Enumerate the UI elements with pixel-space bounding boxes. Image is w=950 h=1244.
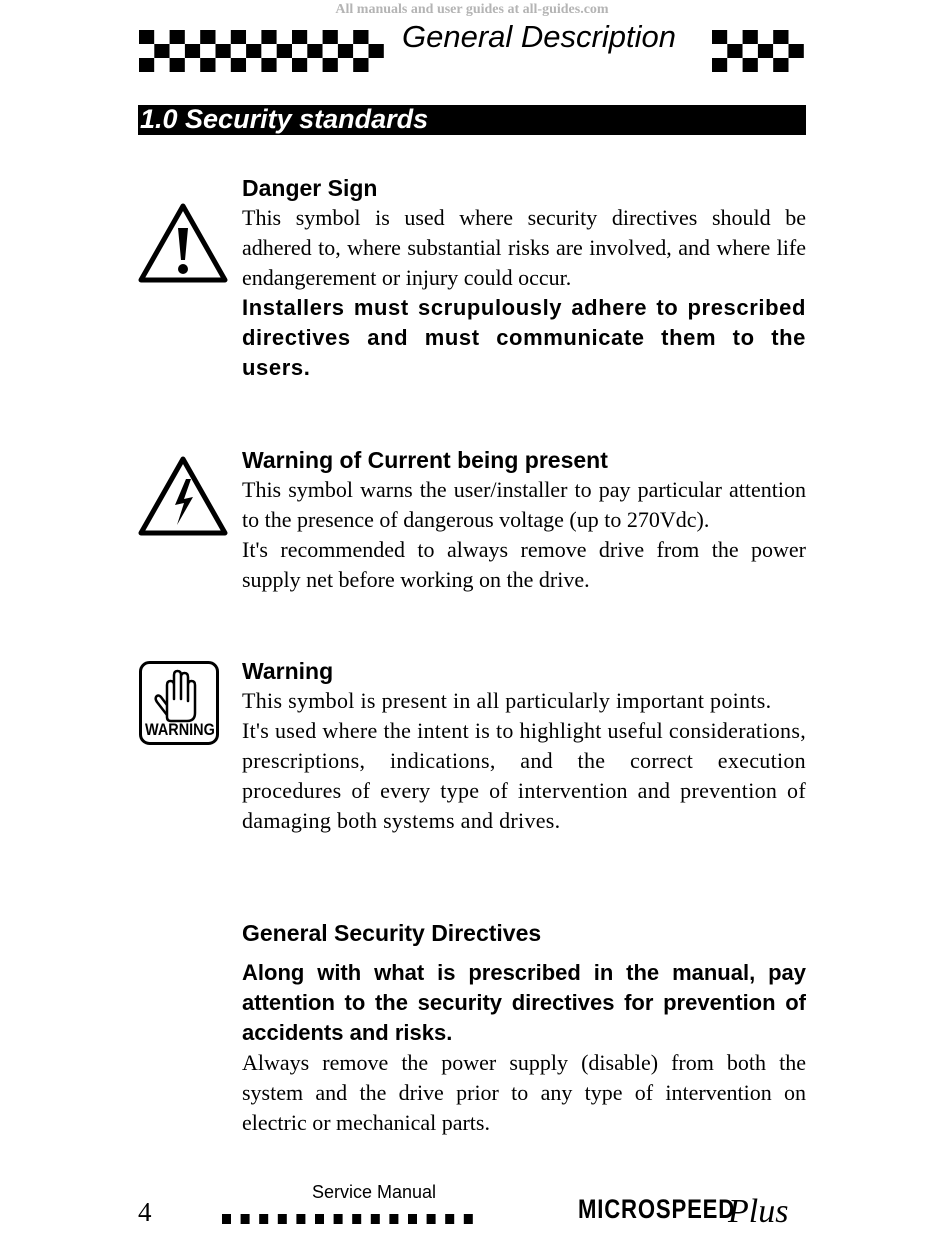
checker-square bbox=[277, 44, 292, 58]
footer-dot bbox=[389, 1214, 398, 1224]
checker-square bbox=[261, 58, 276, 72]
warning-heading: Warning bbox=[242, 658, 334, 684]
checker-square bbox=[185, 44, 200, 58]
plus-logo: Plus bbox=[728, 1193, 789, 1230]
footer-dot bbox=[241, 1214, 250, 1224]
microspeed-logo: MICROSPEED bbox=[578, 1194, 736, 1224]
checker-square bbox=[743, 44, 758, 58]
checker-square bbox=[277, 58, 292, 72]
service-manual-label: Service Manual bbox=[312, 1182, 437, 1202]
checker-square bbox=[743, 58, 758, 72]
warning-text-2: It's used where the intent is to highlight useful considerations, prescriptions, indications, and the correct execution procedures of every type of intervention and prevention of damaging both systems and drives. bbox=[242, 718, 806, 833]
checker-square bbox=[216, 44, 231, 58]
checker-square bbox=[216, 30, 231, 44]
danger-bold-text: Installers must scrupulously adhere to prescribed directives and must communicate them to the users. bbox=[242, 295, 806, 380]
section-title-bar bbox=[138, 105, 806, 135]
warning-text-1: This symbol is present in all particularly important points. bbox=[242, 688, 772, 713]
checker-square bbox=[338, 58, 353, 72]
checker-square bbox=[307, 58, 322, 72]
checker-square bbox=[727, 30, 742, 44]
checker-square bbox=[712, 44, 727, 58]
checker-square bbox=[369, 44, 384, 58]
checker-square bbox=[261, 44, 276, 58]
footer-dot bbox=[296, 1214, 305, 1224]
general-block bbox=[242, 918, 806, 1138]
checker-square bbox=[789, 30, 804, 44]
checker-square bbox=[261, 30, 276, 44]
general-text: Always remove the power supply (disable) from both the system and the drive prior to any type of intervention on electric or mechanical parts. bbox=[242, 1050, 806, 1135]
checker-square bbox=[307, 44, 322, 58]
checker-square bbox=[789, 58, 804, 72]
high-voltage-icon bbox=[137, 453, 229, 537]
checker-square bbox=[185, 58, 200, 72]
checker-square bbox=[170, 58, 185, 72]
footer-dot bbox=[259, 1214, 268, 1224]
checker-square bbox=[773, 58, 788, 72]
general-bold-text: Along with what is prescribed in the manual, pay attention to the security directives for prevention of accidents and risks. bbox=[242, 960, 806, 1045]
warning-block bbox=[242, 656, 806, 836]
checker-square bbox=[231, 44, 246, 58]
footer-dot bbox=[445, 1214, 454, 1224]
checker-square bbox=[200, 30, 215, 44]
footer-dot bbox=[334, 1214, 343, 1224]
checker-square bbox=[231, 30, 246, 44]
checker-square bbox=[200, 58, 215, 72]
danger-block bbox=[242, 173, 806, 383]
page-header-title: General Description bbox=[402, 19, 676, 54]
footer-dot-row bbox=[222, 1213, 484, 1225]
checker-square bbox=[292, 58, 307, 72]
checker-square bbox=[154, 30, 169, 44]
checker-square bbox=[231, 58, 246, 72]
footer-dot bbox=[427, 1214, 436, 1224]
checker-square bbox=[323, 58, 338, 72]
checker-square bbox=[369, 58, 384, 72]
footer-dot bbox=[315, 1214, 324, 1224]
footer-dot bbox=[371, 1214, 380, 1224]
checker-square bbox=[353, 58, 368, 72]
checker-square bbox=[353, 44, 368, 58]
checker-square bbox=[307, 30, 322, 44]
checker-square bbox=[323, 30, 338, 44]
checker-square bbox=[139, 58, 154, 72]
checker-square bbox=[139, 44, 154, 58]
checker-square bbox=[758, 58, 773, 72]
checker-square bbox=[369, 30, 384, 44]
warning-hand-icon bbox=[139, 661, 219, 745]
checker-square bbox=[338, 30, 353, 44]
checker-pattern-right bbox=[712, 30, 804, 72]
checker-square bbox=[200, 44, 215, 58]
checker-square bbox=[727, 58, 742, 72]
checker-square bbox=[185, 30, 200, 44]
checker-square bbox=[170, 44, 185, 58]
footer-dot bbox=[278, 1214, 287, 1224]
checker-square bbox=[246, 58, 261, 72]
checker-square bbox=[743, 30, 758, 44]
checker-square bbox=[170, 30, 185, 44]
warning-icon-label: WARNING bbox=[145, 720, 215, 739]
checker-square bbox=[139, 30, 154, 44]
current-text-1: This symbol warns the user/installer to pay particular attention to the presence of dangerous voltage (up to 270Vdc). bbox=[242, 477, 806, 532]
current-heading: Warning of Current being present bbox=[242, 447, 608, 473]
current-block bbox=[242, 445, 806, 595]
checker-square bbox=[727, 44, 742, 58]
checker-square bbox=[712, 30, 727, 44]
checker-square bbox=[789, 44, 804, 58]
checker-square bbox=[773, 44, 788, 58]
checker-square bbox=[758, 44, 773, 58]
page-number: 4 bbox=[138, 1197, 152, 1227]
footer-dot bbox=[222, 1214, 231, 1224]
checker-square bbox=[246, 30, 261, 44]
current-text-2: It's recommended to always remove drive from the power supply net before working on the drive. bbox=[242, 537, 806, 592]
checker-square bbox=[216, 58, 231, 72]
checker-square bbox=[292, 44, 307, 58]
checker-square bbox=[246, 44, 261, 58]
checker-square bbox=[323, 44, 338, 58]
checker-square bbox=[338, 44, 353, 58]
checker-square bbox=[712, 58, 727, 72]
watermark: All manuals and user guides at all-guides.com bbox=[335, 2, 609, 17]
checker-square bbox=[758, 30, 773, 44]
footer-dot bbox=[464, 1214, 473, 1224]
danger-triangle-icon bbox=[137, 200, 229, 284]
checker-square bbox=[277, 30, 292, 44]
checker-square bbox=[292, 30, 307, 44]
danger-text: This symbol is used where security directives should be adhered to, where substantial risks are involved, and where life endangerement or injury could occur. bbox=[242, 205, 806, 290]
checker-square bbox=[353, 30, 368, 44]
section-title: 1.0 Security standards bbox=[140, 104, 429, 134]
checker-square bbox=[154, 44, 169, 58]
checker-square bbox=[154, 58, 169, 72]
danger-heading: Danger Sign bbox=[242, 175, 378, 201]
footer-dot bbox=[352, 1214, 361, 1224]
checker-square bbox=[773, 30, 788, 44]
general-heading: General Security Directives bbox=[242, 920, 542, 946]
checker-pattern-left bbox=[139, 30, 385, 72]
footer-dot bbox=[408, 1214, 417, 1224]
